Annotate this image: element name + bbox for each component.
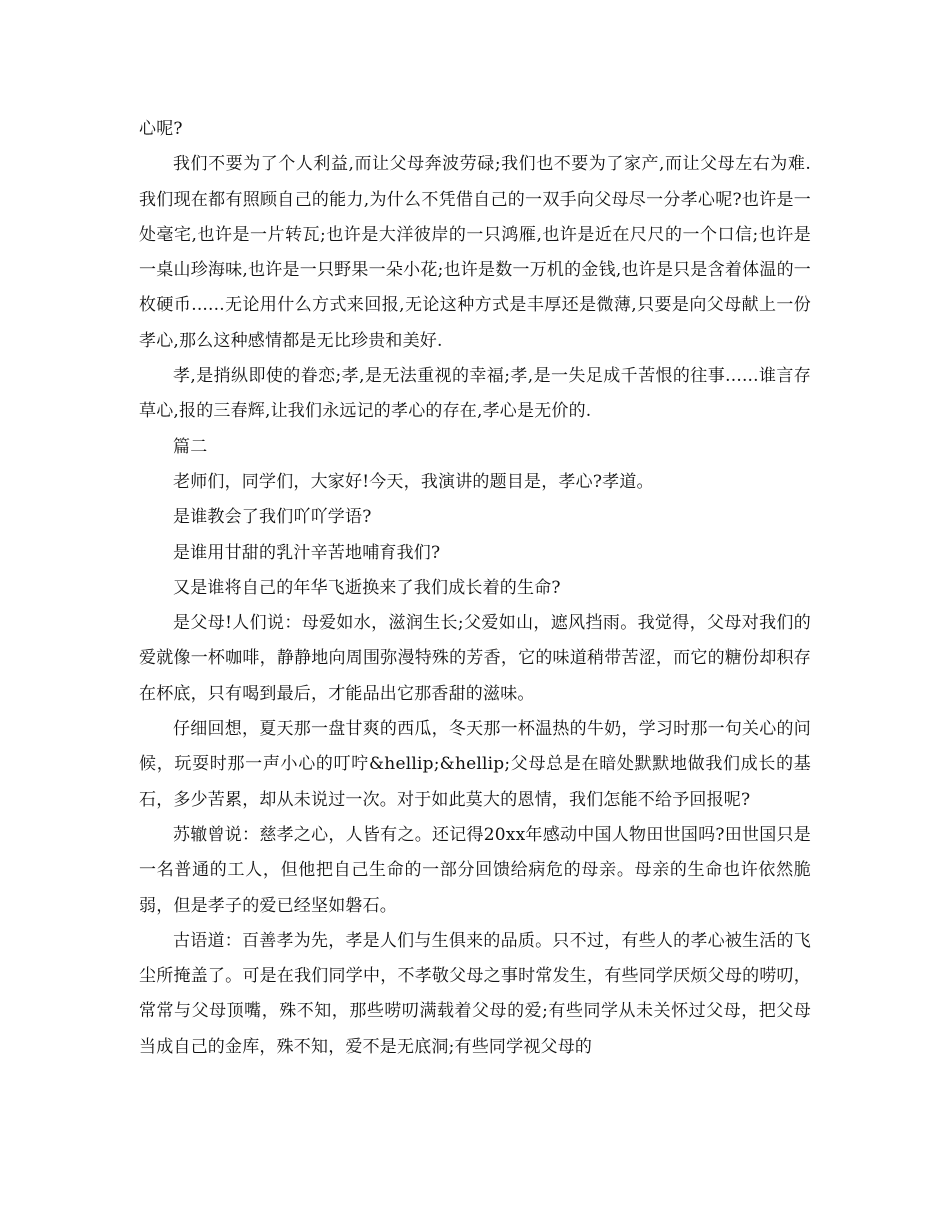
paragraph: 苏辙曾说：慈孝之心，人皆有之。还记得20xx年感动中国人物田世国吗?田世国只是一名普通的工人，但他把自己生命的一部分回馈给病危的母亲。母亲的生命也许依然脆弱，但是孝子的爱已经坚如磐石。: [139, 824, 811, 916]
document-body: [139, 112, 811, 1065]
paragraph: 是谁用甘甜的乳汁辛苦地哺育我们?: [173, 542, 441, 563]
paragraph: 又是谁将自己的年华飞逝换来了我们成长着的生命?: [173, 577, 561, 598]
paragraph: 是谁教会了我们吖吖学语?: [173, 507, 372, 528]
section-heading: 篇二: [173, 436, 208, 457]
paragraph: 我们不要为了个人利益,而让父母奔波劳碌;我们也不要为了家产,而让父母左右为难.我们现在都有照顾自己的能力,为什么不凭借自己的一双手向父母尽一分孝心呢?也许是一处毫宅,也许是一片转瓦;也许是大洋彼岸的一只鸿雁,也许是近在尺尺的一个口信;也许是一桌山珍海味,也许是一只野果一朵小花;也许是数一万机的金钱,也许是只是含着体温的一枚硬币......无论用什么方式来回报,无论这种方式是丰厚还是微薄,只要是向父母献上一份孝心,那么这种感情都是无比珍贵和美好.: [139, 154, 811, 351]
paragraph-continuation: 心呢?: [139, 119, 183, 139]
paragraph: 仔细回想，夏天那一盘甘爽的西瓜，冬天那一杯温热的牛奶，学习时那一句关心的问候，玩耍时那一声小心的叮咛&hellip;&hellip;父母总是在暗处默默地做我们成长的基石，多少苦累，却从未说过一次。对于如此莫大的恩情，我们怎能不给予回报呢?: [139, 719, 811, 810]
paragraph: 老师们，同学们，大家好!今天，我演讲的题目是，孝心?孝道。: [173, 471, 654, 492]
paragraph: 孝,是捎纵即使的眷恋;孝,是无法重视的幸福;孝,是一失足成千苦恨的往事......谁言存草心,报的三春辉,让我们永远记的孝心的存在,孝心是无价的.: [139, 366, 811, 422]
paragraph: 古语道：百善孝为先，孝是人们与生俱来的品质。只不过，有些人的孝心被生活的飞尘所掩盖了。可是在我们同学中，不孝敬父母之事时常发生，有些同学厌烦父母的唠叨，常常与父母顶嘴，殊不知，那些唠叨满载着父母的爱;有些同学从未关怀过父母，把父母当成自己的金库，殊不知，爱不是无底洞;有些同学视父母的: [139, 930, 811, 1057]
paragraph: 是父母!人们说：母爱如水，滋润生长;父爱如山，遮风挡雨。我觉得，父母对我们的爱就像一杯咖啡，静静地向周围弥漫特殊的芳香，它的味道稍带苦涩，而它的糖份却积存在杯底，只有喝到最后，才能品出它那香甜的滋味。: [139, 613, 811, 704]
